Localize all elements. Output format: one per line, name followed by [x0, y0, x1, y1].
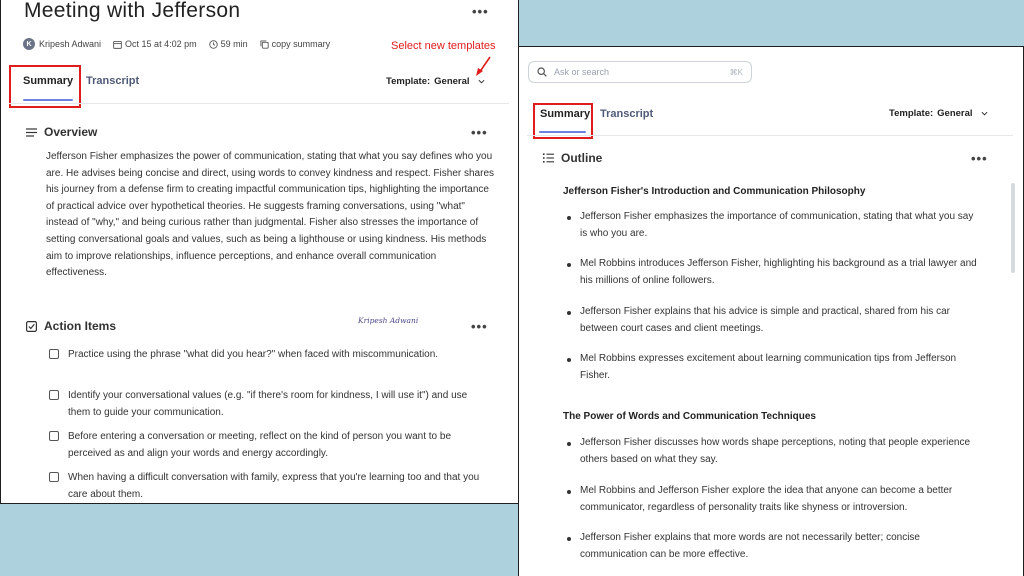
copy-icon	[260, 40, 269, 49]
overview-heading: Overview	[26, 125, 97, 139]
checkbox[interactable]	[49, 390, 59, 400]
text-lines-icon	[26, 128, 37, 137]
author-name: Kripesh Adwani	[39, 39, 102, 49]
tabs-divider	[527, 135, 1013, 136]
list-item: Mel Robbins introduces Jefferson Fisher, highlighting his background as a trial lawyer and his millions of online followers.	[567, 256, 977, 289]
action-item[interactable]: When having a difficult conversation with family, express that you're learning too and that you care about them.	[49, 470, 489, 503]
list-item: Jefferson Fisher explains that more words are not necessarily better; concise communication can be more effective.	[567, 530, 977, 563]
meeting-meta	[23, 38, 342, 50]
search-bar[interactable]	[528, 61, 752, 83]
outline-section-title: Jefferson Fisher's Introduction and Communication Philosophy	[563, 186, 866, 197]
tabs-divider	[9, 103, 509, 104]
action-item[interactable]: Before entering a conversation or meeting, reflect on the kind of person you want to be perceived as and align your words and energy accordingly.	[49, 429, 489, 462]
annotation-label: Select new templates	[391, 40, 496, 52]
calendar-icon	[113, 40, 122, 49]
tab-summary[interactable]: Summary	[540, 108, 591, 120]
checkbox[interactable]	[49, 349, 59, 359]
meeting-duration: 59 min	[209, 39, 248, 49]
chevron-down-icon	[478, 79, 485, 84]
signature: Kripesh Adwani	[358, 316, 419, 325]
checkbox-checked-icon	[26, 321, 37, 332]
outline-more-icon[interactable]: •••	[971, 151, 988, 166]
copy-summary-button[interactable]: copy summary	[260, 39, 331, 49]
action-items-more-icon[interactable]: •••	[471, 319, 488, 334]
checkbox[interactable]	[49, 431, 59, 441]
action-item[interactable]: Practice using the phrase "what did you hear?" when faced with miscommunication.	[49, 347, 489, 364]
list-item: Mel Robbins expresses excitement about learning communication tips from Jefferson Fisher.	[567, 351, 977, 384]
action-items-heading: Action Items	[26, 319, 116, 333]
meeting-date: Oct 15 at 4:02 pm	[113, 39, 197, 49]
outline-heading: Outline	[543, 151, 602, 165]
tab-summary[interactable]: Summary	[23, 75, 74, 87]
tab-transcript[interactable]: Transcript	[600, 108, 654, 120]
overview-text: Jefferson Fisher emphasizes the power of communication, stating that what you say defines who you are. He advises being concise and direct, using words to convey kindness and respect. Fisher shares his journey from a defense firm to creating impactful communication tips, highlighting the importance of practical advice over hypothetical theories. He suggests framing conversations, using "what" instead of "why," and being curious rather than judgmental. Fisher also stresses the importance of setting conversational goals and values, such as being a lighthouse or using kindness. His methods aim to improve relationships, influence perceptions, and enhance overall communication effectiveness.	[46, 151, 495, 279]
avatar: K	[23, 38, 35, 50]
template-selector[interactable]: Template: General	[386, 76, 485, 87]
outline-panel	[518, 46, 1024, 576]
checkbox[interactable]	[49, 472, 59, 482]
list-item: Jefferson Fisher discusses how words shape perceptions, noting that people experience others based on what they say.	[567, 435, 977, 468]
overview-more-icon[interactable]: •••	[471, 125, 488, 140]
author[interactable]	[23, 38, 101, 50]
more-options-icon[interactable]: •••	[472, 4, 489, 19]
chevron-down-icon	[981, 111, 988, 116]
list-item: Mel Robbins and Jefferson Fisher explore the idea that anyone can become a better communicator, regardless of personality traits like shyness or introversion.	[567, 483, 977, 516]
action-item[interactable]: Identify your conversational values (e.g. "if there's room for kindness, I will use it") and use them to guide your communication.	[49, 388, 489, 421]
scrollbar[interactable]	[1011, 183, 1015, 273]
search-shortcut: ⌘K	[729, 67, 743, 77]
list-item: Jefferson Fisher explains that his advice is simple and practical, shared from his car between court cases and client meetings.	[567, 304, 977, 337]
search-icon	[537, 67, 547, 77]
highlight-box	[533, 103, 593, 139]
annotation-arrow-icon	[473, 54, 495, 78]
tab-transcript[interactable]: Transcript	[86, 75, 140, 87]
highlight-box	[9, 65, 81, 108]
search-input[interactable]: Ask or search	[554, 67, 610, 77]
outline-section-title: The Power of Words and Communication Techniques	[563, 411, 816, 422]
meeting-summary-panel	[0, 0, 519, 504]
page-title: Meeting with Jefferson	[24, 0, 241, 22]
list-item: Jefferson Fisher emphasizes the importance of communication, stating that what you say is who you are.	[567, 209, 977, 242]
clock-icon	[209, 40, 218, 49]
list-icon	[543, 153, 554, 163]
template-selector[interactable]: Template: General	[889, 108, 988, 119]
